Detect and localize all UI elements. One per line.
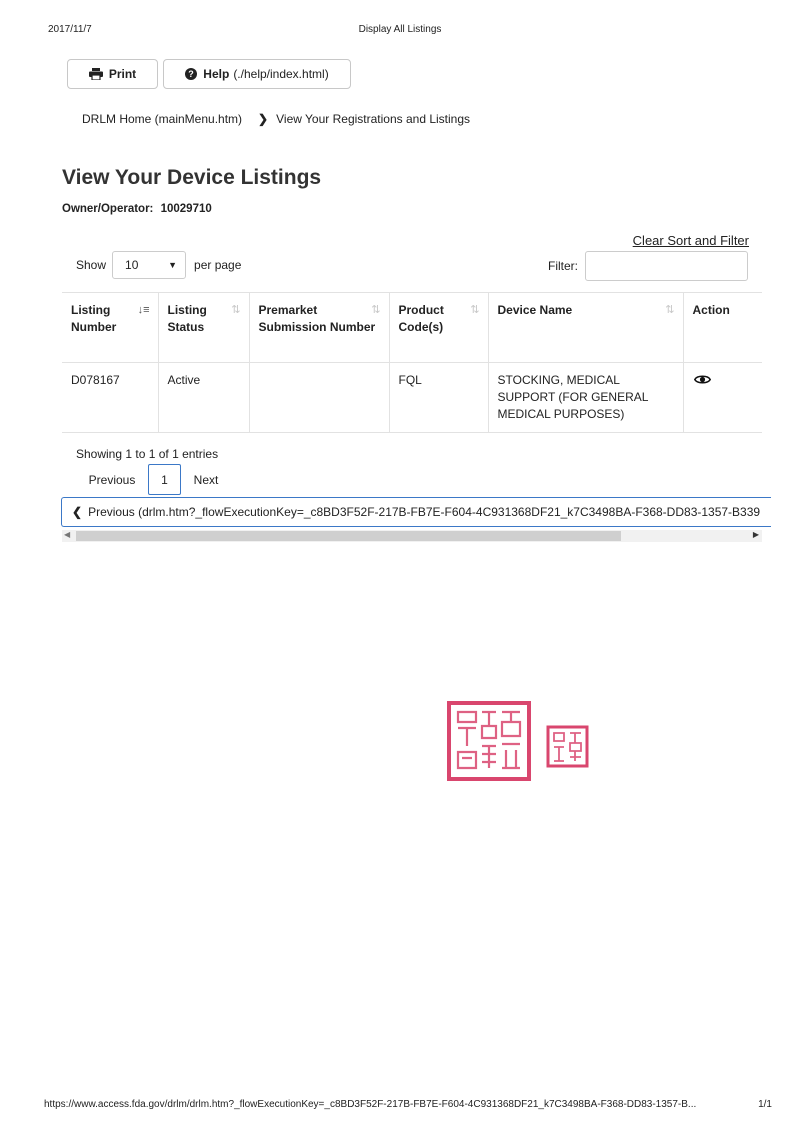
col-listing-status[interactable]	[158, 293, 249, 363]
horizontal-scrollbar[interactable]	[62, 530, 762, 542]
eye-icon[interactable]	[694, 374, 711, 385]
header-label: Device Name	[497, 303, 573, 317]
pagination-page-1[interactable]: 1	[148, 464, 181, 495]
seal-stamp-small	[545, 724, 590, 769]
scroll-right-icon[interactable]: ▶	[752, 530, 759, 539]
cell-device-name: STOCKING, MEDICAL SUPPORT (FOR GENERAL MEDICAL PURPOSES)	[488, 363, 683, 433]
clear-sort-filter-link[interactable]: Clear Sort and Filter	[632, 233, 749, 248]
filter-control	[548, 251, 748, 281]
breadcrumb	[82, 112, 470, 126]
table-row	[62, 363, 762, 433]
chevron-right-icon: ❯	[258, 112, 269, 126]
cell-listing-number: D078167	[62, 363, 158, 433]
breadcrumb-home[interactable]: DRLM Home (mainMenu.htm)	[82, 112, 243, 126]
filter-input[interactable]	[585, 251, 748, 281]
sort-desc-icon: ↓≡	[137, 304, 150, 316]
page-size-select[interactable]	[112, 251, 186, 279]
entries-info: Showing 1 to 1 of 1 entries	[76, 447, 219, 461]
cell-product-code: FQL	[389, 363, 488, 433]
scroll-left-icon[interactable]: ◀	[64, 530, 71, 539]
sort-icon: ⇅	[470, 304, 480, 316]
header-label: Listing Status	[167, 303, 207, 334]
print-button[interactable]	[67, 59, 158, 89]
per-page-label: per page	[194, 258, 242, 272]
chevron-left-icon: ❮	[72, 505, 83, 519]
footer-url: https://www.access.fda.gov/drlm/drlm.htm?_flowExecutionKey=_c8BD3F52F-217B-FB7E-F604-4C931368DF21_k7C3498BA-F368-DD83-1357-B...	[44, 1099, 697, 1110]
print-date: 2017/11/7	[48, 24, 92, 35]
footer-page-number: 1/1	[758, 1099, 772, 1110]
svg-text:?: ?	[188, 69, 195, 80]
col-premarket[interactable]	[249, 293, 389, 363]
pagination-previous[interactable]: Previous	[88, 472, 136, 487]
cell-action	[683, 363, 762, 433]
help-button[interactable]	[163, 59, 351, 89]
sort-icon: ⇅	[371, 304, 381, 316]
owner-label: Owner/Operator:	[62, 203, 154, 215]
page-title: View Your Device Listings	[62, 166, 322, 189]
header-label: Listing Number	[71, 303, 117, 334]
owner-value: 10029710	[160, 203, 212, 215]
table-header-row	[62, 293, 762, 363]
col-listing-number[interactable]	[62, 293, 158, 363]
help-button-label: Help	[203, 67, 230, 81]
col-product-code[interactable]	[389, 293, 488, 363]
cell-status: Active	[158, 363, 249, 433]
col-device-name[interactable]	[488, 293, 683, 363]
filter-label: Filter:	[548, 259, 578, 273]
sort-icon: ⇅	[665, 304, 675, 316]
previous-page-link[interactable]	[61, 497, 771, 527]
seal-stamp-large	[446, 700, 532, 782]
print-title: Display All Listings	[358, 24, 442, 35]
header-label: Action	[692, 303, 730, 317]
previous-page-link-label: Previous (drlm.htm?_flowExecutionKey=_c8BD3F52F-217B-FB7E-F604-4C931368DF21_k7C3498BA-F368-DD83-1357-B339	[88, 505, 761, 519]
question-circle-icon	[185, 68, 197, 80]
page-size-value: 10	[125, 258, 139, 272]
cell-premarket	[249, 363, 389, 433]
header-label: Product Code(s)	[398, 303, 444, 334]
page-size-control	[76, 251, 241, 279]
print-button-label: Print	[108, 67, 137, 81]
header-label: Premarket Submission Number	[258, 303, 376, 334]
sort-icon: ⇅	[231, 304, 241, 316]
help-link-text: (./help/index.html)	[233, 67, 329, 81]
owner-operator	[62, 203, 212, 215]
show-label: Show	[76, 258, 107, 272]
breadcrumb-current[interactable]: View Your Registrations and Listings	[276, 112, 471, 126]
printer-icon	[89, 68, 103, 80]
pagination-next[interactable]: Next	[193, 472, 219, 487]
pagination	[76, 464, 231, 495]
scrollbar-thumb[interactable]	[76, 531, 621, 541]
caret-down-icon: ▼	[168, 260, 178, 270]
listings-table	[62, 292, 762, 433]
col-action	[683, 293, 762, 363]
